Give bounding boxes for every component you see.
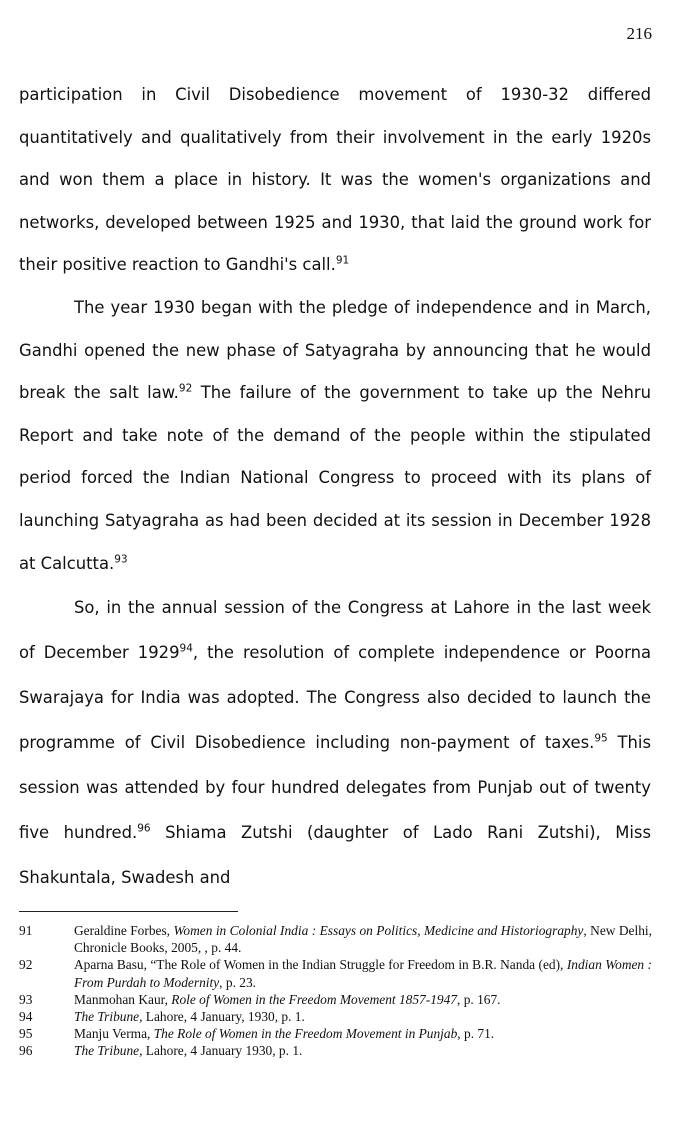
footnote-citation-text: , New Delhi, Chronicle Books, 2005, , p. 44.	[74, 923, 652, 956]
footnote	[19, 1042, 652, 1059]
footnote-citation-text: , p. 167.	[457, 991, 501, 1007]
footnote-citation-text: Aparna Basu, “The Role of Women in the Indian Struggle for Freedom in B.R. Nanda (ed),	[74, 957, 567, 973]
footnote-marker: 95	[594, 732, 608, 745]
footnote-number: 96	[19, 1043, 33, 1059]
footnote-number: 91	[19, 923, 33, 938]
paragraph-1	[19, 74, 651, 287]
paragraph-text: , the resolution of complete independence or Poorna Swarajaya for India was adopted. The Congress also decided to launch the programme of Civil Disobedience including non-payment of taxes.	[19, 643, 651, 753]
footnote-title: The Tribune,	[74, 1009, 143, 1025]
footnote-number: 93	[19, 991, 33, 1007]
footnote-text	[74, 922, 652, 956]
paragraph-text: Shiama Zutshi (daughter of Lado Rani Zutshi), Miss Shakuntala, Swadesh and	[19, 823, 651, 888]
footnote-citation-text: Manmohan Kaur,	[74, 991, 172, 1007]
paragraph-text: The year 1930 began with the pledge of independence and in March, Gandhi opened the new phase of Satyagraha by announcing that he would break the salt law.	[19, 297, 651, 403]
footnote-citation-text: Geraldine Forbes,	[74, 923, 174, 938]
footnote-marker: 91	[335, 255, 350, 268]
footnote-number: 92	[19, 957, 33, 973]
footnotes	[19, 922, 652, 1060]
footnote-marker: 93	[114, 553, 128, 566]
footnote-number: 94	[19, 1009, 33, 1025]
paragraph-text: The failure of the government to take up the Nehru Report and take note of the demand of the people within the stipulated period forced the Indian National Congress to proceed with its plans of launching Satyagraha as had been decided at its session in December 1928 at Calcutta.	[19, 383, 651, 573]
footnote-separator	[19, 911, 238, 912]
footnote-citation-text: , Lahore, 4 January 1930, p. 1.	[139, 1043, 303, 1059]
footnote	[19, 1025, 652, 1042]
footnote-citation-text: Manju Verma,	[74, 1026, 154, 1042]
footnote-number: 95	[19, 1026, 33, 1042]
page-number: 216	[626, 24, 652, 43]
paragraph-text: participation in Civil Disobedience movement of 1930-32 differed quantitatively and qualitatively from their involvement in the early 1920s and won them a place in history. It was the women's organizations and networks, developed between 1925 and 1930, that laid the ground work for their positive reaction to Gandhi's call.	[19, 85, 651, 275]
footnote-title: Women in Colonial India : Essays on Politics, Medicine and Historiography	[173, 923, 584, 938]
footnote-marker: 94	[179, 642, 193, 655]
footnote-citation-text: Lahore, 4 January, 1930, p. 1.	[142, 1009, 305, 1025]
footnote-citation-text: , p. 71.	[457, 1026, 495, 1042]
footnote-text	[74, 1025, 652, 1042]
paragraph-text: This session was attended by four hundred delegates from Punjab out of twenty five hundred.	[19, 733, 651, 843]
footnote-marker: 96	[137, 822, 151, 835]
footnote-text	[74, 1008, 652, 1025]
footnote-title: The Role of Women in the Freedom Movement in Punjab	[153, 1026, 458, 1042]
footnote-text	[74, 1042, 652, 1059]
footnote	[19, 991, 652, 1008]
paragraph-3	[19, 585, 651, 900]
footnote-title: Indian Women : From Purdah to Modernity	[74, 957, 653, 990]
paragraph-2	[19, 287, 651, 585]
footnote-marker: 92	[178, 382, 193, 395]
footnote	[19, 922, 652, 956]
footnote-title: The Tribune	[74, 1043, 140, 1059]
footnote-title: Role of Women in the Freedom Movement 1857-1947	[171, 991, 457, 1007]
paragraph-text: So, in the annual session of the Congress at Lahore in the last week of December 1929	[19, 598, 651, 663]
footnote-text	[74, 991, 652, 1008]
footnote	[19, 956, 652, 990]
footnote	[19, 1008, 652, 1025]
footnote-citation-text: , p. 23.	[219, 974, 256, 990]
footnote-text	[74, 956, 652, 990]
body-text	[19, 74, 651, 900]
